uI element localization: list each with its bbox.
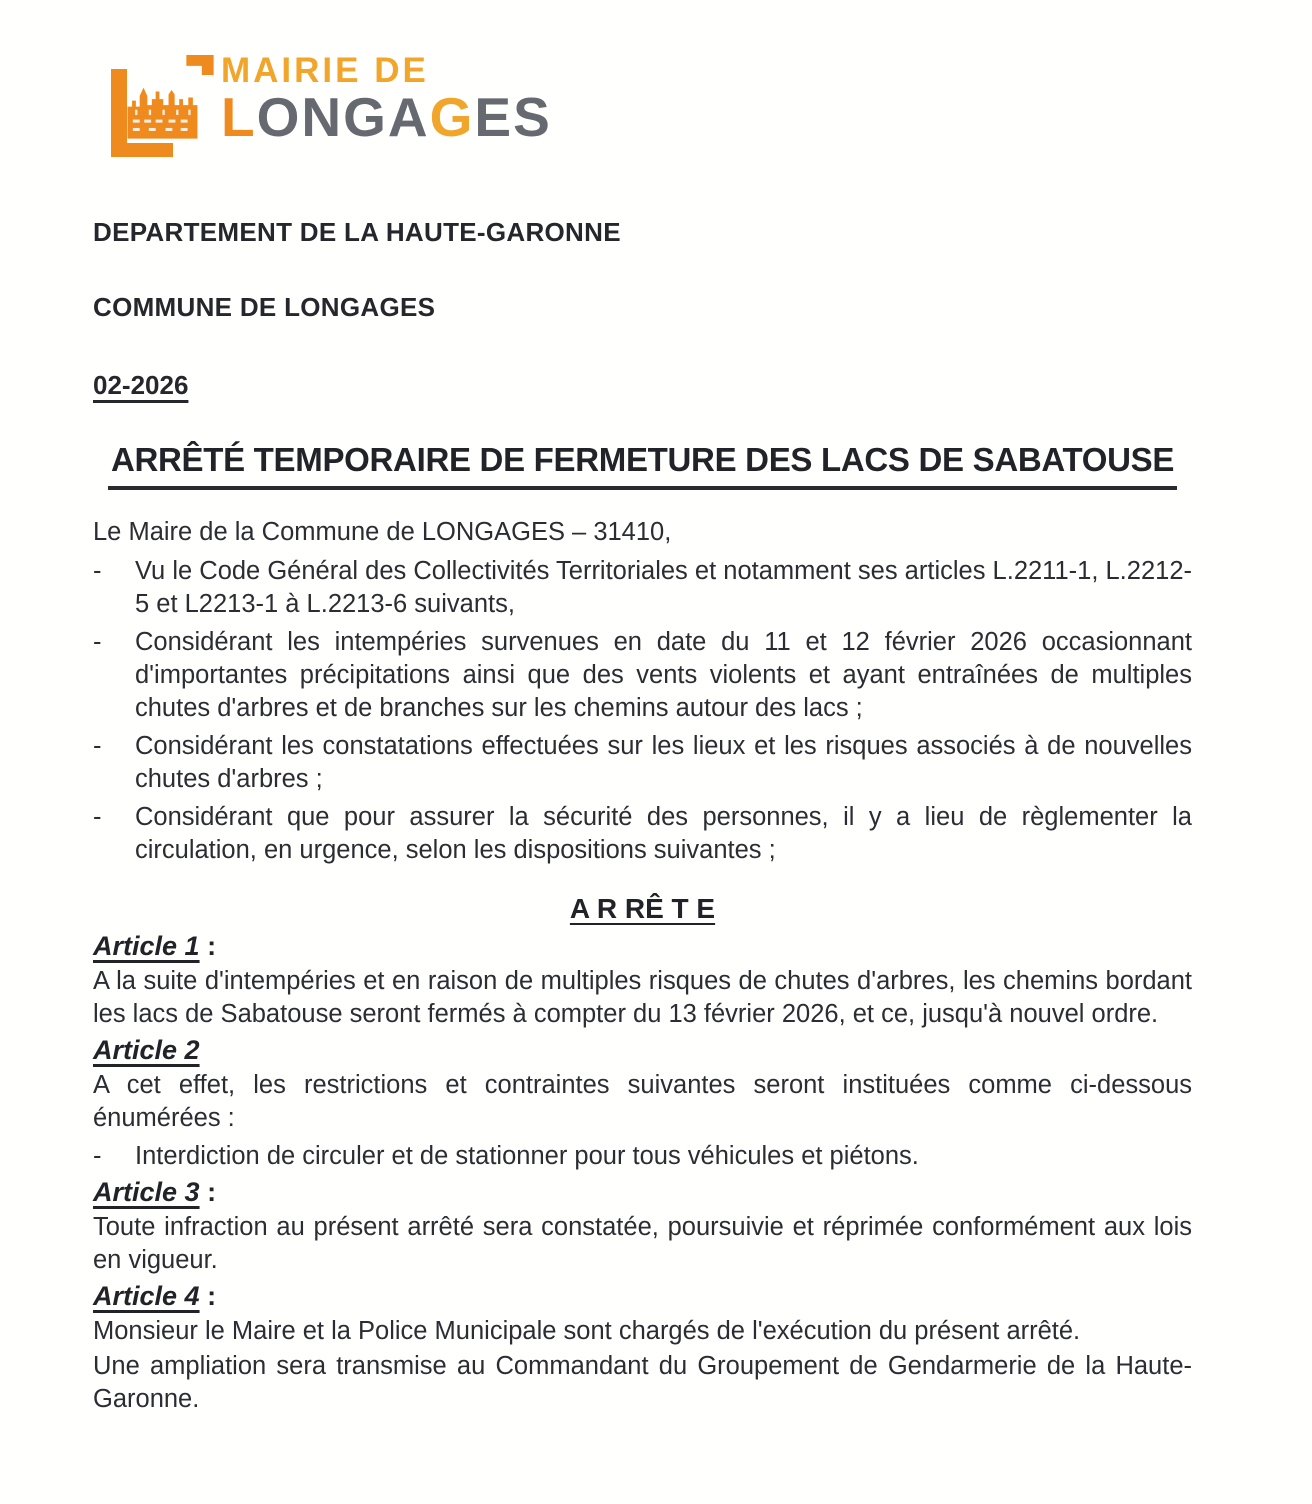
article-heading xyxy=(93,930,1192,963)
logo-brand-letter: A xyxy=(387,86,430,148)
intro-line: Le Maire de la Commune de LONGAGES – 31410, xyxy=(93,518,672,546)
article-body xyxy=(93,1315,1192,1416)
article-label: Article 4 xyxy=(93,1281,200,1311)
article xyxy=(93,1034,1192,1173)
department-line: DEPARTEMENT DE LA HAUTE-GARONNE xyxy=(93,217,621,247)
article-paragraph: Une ampliation sera transmise au Commandant du Groupement de Gendarmerie de la Haute-Garonne. xyxy=(93,1352,1192,1413)
article-paragraph: Toute infraction au présent arrêté sera constatée, poursuivie et réprimée conformément aux lois en vigueur. xyxy=(93,1213,1192,1274)
bullet-item xyxy=(93,1140,1192,1173)
article xyxy=(93,1280,1192,1416)
document-body xyxy=(93,516,1192,1416)
bullet-text: Interdiction de circuler et de stationner pour tous véhicules et piétons. xyxy=(135,1142,919,1170)
article-label-suffix: : xyxy=(199,1281,217,1311)
logo-brand-letter: L xyxy=(221,86,257,148)
bullet-dash: - xyxy=(93,1142,102,1170)
article-paragraph: A la suite d'intempéries et en raison de multiples risques de chutes d'arbres, les chemins bordant les lacs de Sabatouse seront fermés à compter du 13 février 2026, et ce, jusqu'à nouvel ordre. xyxy=(93,967,1192,1028)
article-paragraph: A cet effet, les restrictions et contraintes suivantes seront instituées comme ci-dessous énumérées : xyxy=(93,1071,1192,1132)
article-label: Article 2 xyxy=(93,1035,200,1065)
logo-brand-letter: N xyxy=(301,86,344,148)
logo-brand-letter: E xyxy=(474,86,514,148)
logo-brand-letter: O xyxy=(256,86,302,148)
bullet-dash: - xyxy=(93,732,102,760)
bullet-item xyxy=(93,555,1192,621)
commune-line: COMMUNE DE LONGAGES xyxy=(93,292,436,322)
bullet-text: Considérant les intempéries survenues en date du 11 et 12 février 2026 occasionnant d'importantes précipitations ainsi que des vents violents et ayant entraînées de multiples chutes d'arbres et de branches sur les chemins autour des lacs ; xyxy=(135,628,1192,722)
logo-brand-top: MAIRIE DE xyxy=(221,51,429,90)
article-label-suffix: : xyxy=(199,931,217,961)
logo-corner-mark-icon xyxy=(185,55,215,75)
article-label: Article 3 xyxy=(93,1177,200,1207)
article-heading xyxy=(93,1176,1192,1209)
article-body xyxy=(93,965,1192,1031)
logo-brand-letter: S xyxy=(513,86,552,148)
bullet-dash: - xyxy=(93,628,102,656)
title-row xyxy=(93,441,1192,490)
preamble-list xyxy=(93,555,1192,867)
article xyxy=(93,930,1192,1031)
bullet-text: Considérant que pour assurer la sécurité des personnes, il y a lieu de règlementer la circulation, en urgence, selon les dispositions suivantes ; xyxy=(135,803,1192,864)
article-heading xyxy=(93,1034,1192,1067)
town-hall-building-icon xyxy=(126,83,202,141)
decree-heading: A R RÊ T E xyxy=(569,893,716,924)
article-paragraph: Monsieur le Maire et la Police Municipale sont chargés de l'exécution du présent arrêté. xyxy=(93,1317,1081,1345)
logo-brand-bottom xyxy=(221,86,552,148)
bullet-item xyxy=(93,730,1192,796)
logo-brand-letter: G xyxy=(429,86,475,148)
article-label: Article 1 xyxy=(93,931,200,961)
logo-brand-letter: G xyxy=(343,86,388,148)
decree-heading-row xyxy=(93,892,1192,927)
article xyxy=(93,1176,1192,1277)
bullet-item xyxy=(93,801,1192,867)
document-title: ARRÊTÉ TEMPORAIRE DE FERMETURE DES LACS DE SABATOUSE xyxy=(108,441,1177,490)
bullet-dash: - xyxy=(93,557,102,585)
articles-section xyxy=(93,930,1192,1416)
logo-text xyxy=(221,45,552,148)
article-heading xyxy=(93,1280,1192,1313)
article-body xyxy=(93,1211,1192,1277)
mairie-logo xyxy=(99,45,1192,163)
town-hall-logo-icon xyxy=(99,45,221,160)
bullet-dash: - xyxy=(93,803,102,831)
article-body xyxy=(93,1069,1192,1173)
reference-number: 02-2026 xyxy=(93,370,189,400)
bullet-item xyxy=(93,626,1192,725)
article-label-suffix: : xyxy=(199,1177,217,1207)
bullet-text: Vu le Code Général des Collectivités Territoriales et notamment ses articles L.2211-1, L.2212-5 et L2213-1 à L.2213-6 suivants, xyxy=(135,557,1192,618)
bullet-text: Considérant les constatations effectuées sur les lieux et les risques associés à de nouvelles chutes d'arbres ; xyxy=(135,732,1192,793)
